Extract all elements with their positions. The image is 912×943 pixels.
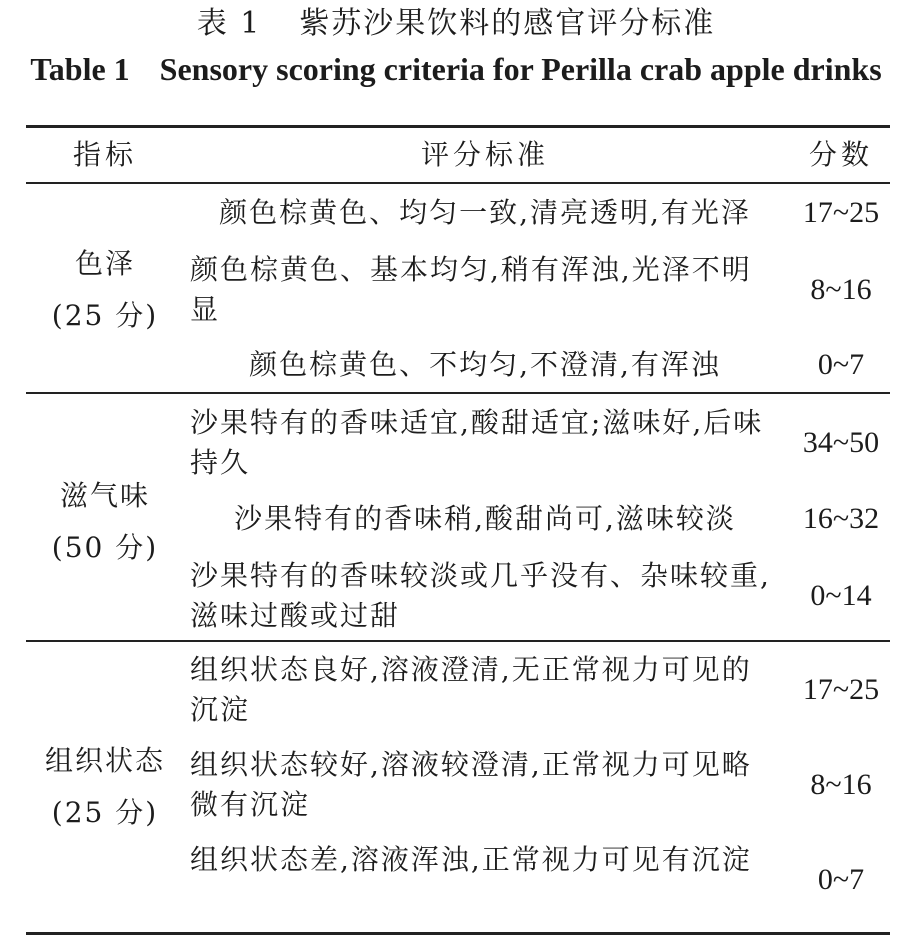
criteria-cell: 沙果特有的香味稍,酸甜尚可,滋味较淡 <box>234 502 736 535</box>
bottom-rule <box>26 932 890 935</box>
index-points: (25 分) <box>51 299 159 332</box>
header-criteria: 评分标准 <box>420 138 549 171</box>
criteria-cell: 组织状态差,溶液浑浊,正常视力可见有沉淀 <box>190 843 752 876</box>
score-cell: 0~7 <box>817 348 865 381</box>
index-label: 色泽 <box>74 247 135 280</box>
table-number-en: Table 1 <box>30 51 130 87</box>
group-divider-2 <box>26 640 890 642</box>
criteria-cell: 组织状态良好,溶液澄清,无正常视力可见的沉淀 <box>190 653 752 726</box>
table-number-cn: 表 1 <box>196 6 262 41</box>
criteria-cell: 沙果特有的香味较淡或几乎没有、杂味较重,滋味过酸或过甜 <box>190 559 771 632</box>
criteria-cell: 组织状态较好,溶液较澄清,正常视力可见略微有沉淀 <box>190 748 752 821</box>
criteria-cell: 颜色棕黄色、不均匀,不澄清,有浑浊 <box>249 348 721 381</box>
score-cell: 0~14 <box>810 579 872 612</box>
table-title-cn: 紫苏沙果饮料的感官评分标准 <box>299 6 716 41</box>
score-cell: 16~32 <box>802 502 880 535</box>
header-rule <box>26 182 890 184</box>
table-caption-cn <box>0 4 912 44</box>
group-index-texture <box>30 735 180 839</box>
criteria-cell: 沙果特有的香味适宜,酸甜适宜;滋味好,后味持久 <box>190 406 764 479</box>
index-label: 组织状态 <box>44 744 165 777</box>
table-caption-en <box>20 50 892 88</box>
score-cell: 8~16 <box>810 768 872 801</box>
score-cell: 17~25 <box>802 196 880 229</box>
group-index-flavor <box>30 470 180 574</box>
score-cell: 17~25 <box>802 673 880 706</box>
criteria-cell: 颜色棕黄色、基本均匀,稍有浑浊,光泽不明显 <box>190 253 752 326</box>
score-cell: 8~16 <box>810 273 872 306</box>
group-divider-1 <box>26 392 890 394</box>
table-title-en: Sensory scoring criteria for Perilla crab apple drinks <box>159 51 882 87</box>
score-cell: 34~50 <box>802 426 880 459</box>
index-points: (50 分) <box>51 531 159 564</box>
top-rule <box>26 125 890 128</box>
index-label: 滋气味 <box>59 479 150 512</box>
criteria-cell: 颜色棕黄色、均匀一致,清亮透明,有光泽 <box>219 196 751 229</box>
index-points: (25 分) <box>51 796 159 829</box>
header-score: 分数 <box>808 138 873 171</box>
header-index: 指标 <box>72 138 137 171</box>
group-index-color <box>30 238 180 342</box>
score-cell: 0~7 <box>817 863 865 896</box>
